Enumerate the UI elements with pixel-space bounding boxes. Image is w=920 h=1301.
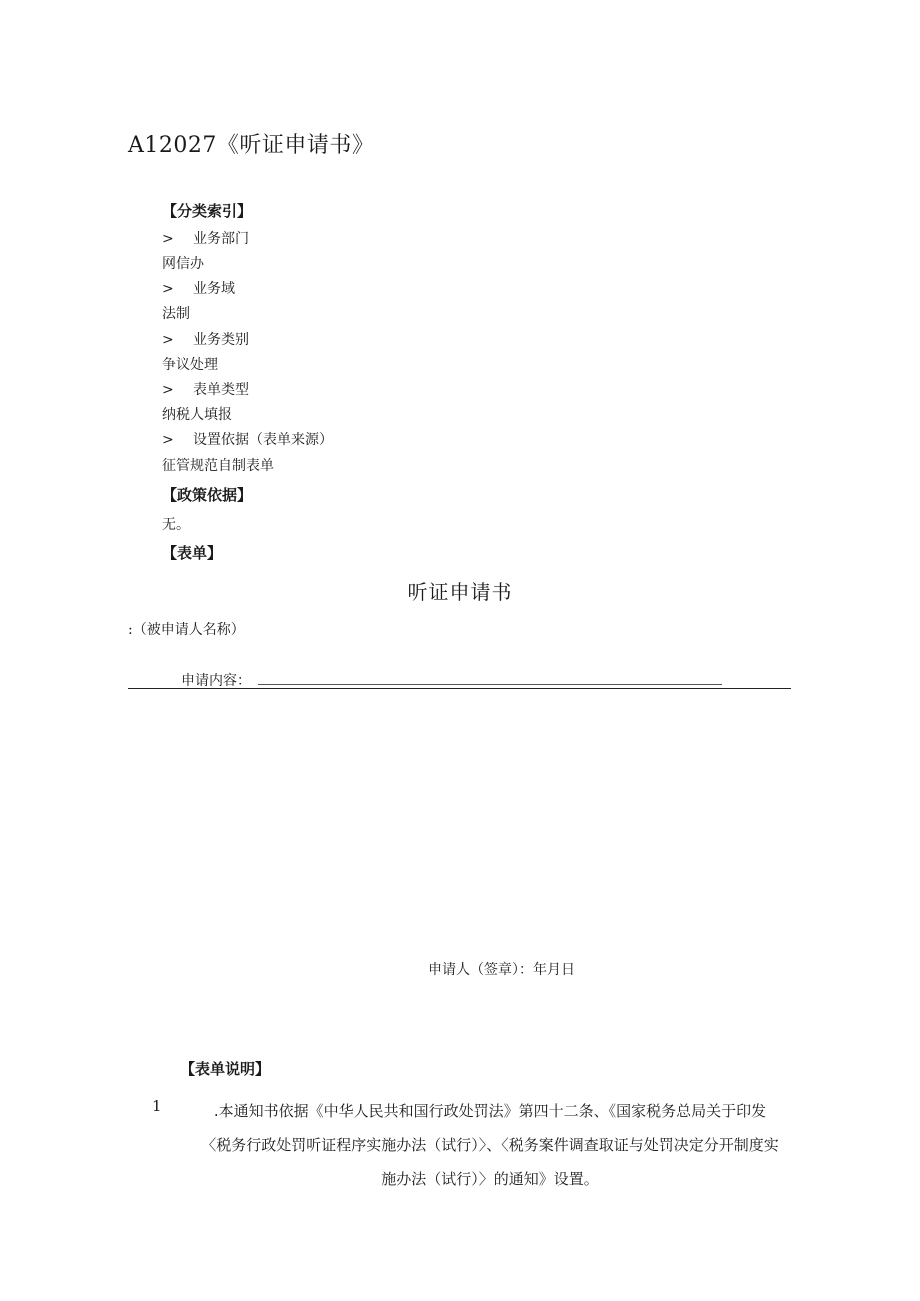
index-value-department: 网信办	[162, 256, 204, 272]
notes-heading: 【表单说明】	[180, 1060, 271, 1078]
note-text: .本通知书依据《中华人民共和国行政处罚法》第四十二条、《国家税务总局关于印发〈税务行政处罚听证程序实施办法（试行）〉、〈税务案件调查取证与处罚决定分开制度实施办法（试行）〉的通知》设置。	[201, 1102, 779, 1188]
index-label-form-type: > 表单类型	[162, 382, 249, 398]
respondent-name-line: :（被申请人名称）	[128, 622, 245, 638]
chevron-right-icon: >	[162, 231, 174, 247]
index-value-category: 争议处理	[162, 357, 218, 373]
chevron-right-icon: >	[162, 332, 174, 348]
index-label-category: > 业务类别	[162, 332, 249, 348]
index-value-domain: 法制	[162, 306, 190, 322]
policy-text: 无。	[162, 517, 190, 533]
apply-content-underline	[258, 684, 722, 685]
form-heading: 【表单】	[162, 544, 223, 562]
index-value-form-type: 纳税人填报	[162, 407, 232, 423]
signature-line: 申请人（签章）：年月日	[428, 962, 575, 978]
chevron-right-icon: >	[162, 281, 174, 297]
index-label-department: > 业务部门	[162, 231, 249, 247]
index-value-basis: 征管规范自制表单	[162, 458, 274, 474]
chevron-right-icon: >	[162, 382, 174, 398]
divider-line	[128, 688, 791, 689]
form-title: 听证申请书	[407, 580, 513, 604]
index-label-basis: > 设置依据（表单来源）	[162, 432, 333, 448]
note-number: 1	[152, 1097, 162, 1115]
chevron-right-icon: >	[162, 432, 174, 448]
apply-content-label: 申请内容：	[181, 673, 251, 689]
document-title: A12027《听证申请书》	[128, 133, 375, 158]
index-label-domain: > 业务域	[162, 281, 235, 297]
policy-heading: 【政策依据】	[162, 486, 253, 504]
classification-heading: 【分类索引】	[162, 202, 253, 220]
